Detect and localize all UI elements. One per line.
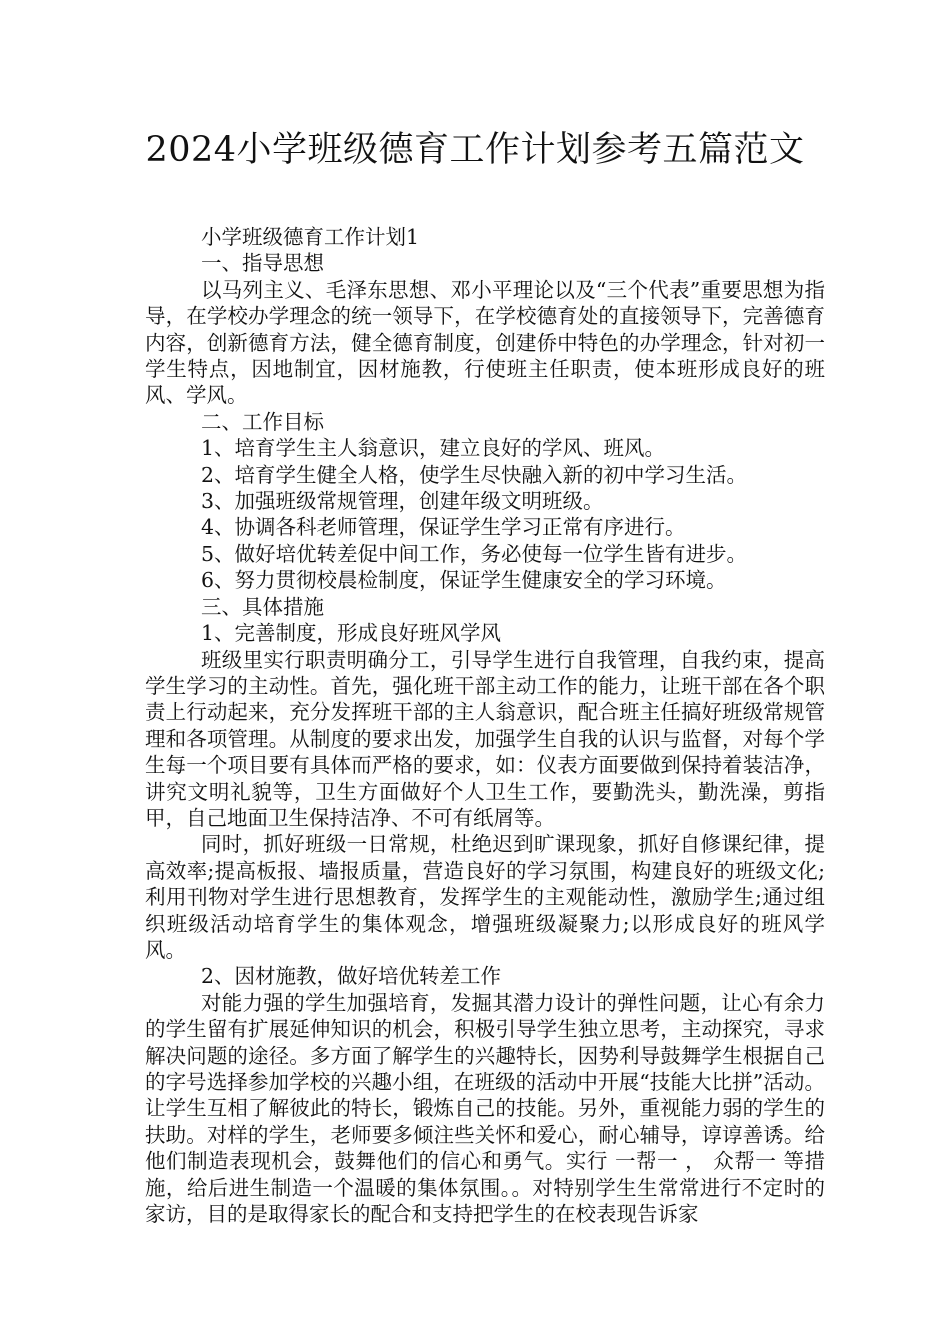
list-item: 5、做好培优转差促中间工作，务必使每一位学生皆有进步。: [201, 541, 748, 566]
subsection-heading: 一、指导思想: [201, 251, 324, 276]
measure-heading: 2、因材施教，做好培优转差工作: [201, 964, 502, 989]
document-title: 2024小学班级德育工作计划参考五篇范文: [145, 130, 805, 170]
body-paragraph: 班级里实行职责明确分工，引导学生进行自我管理，自我约束，提高学生学习的主动性。首先，强化班干部主动工作的能力，让班干部在各个职责上行动起来，充分发挥班干部的主人翁意识，配合班主任搞好班级常规管理和各项管理。从制度的要求出发，加强学生自我的认识与监督，对每个学生每一个项目要有具体而严格的要求，如：仪表方面要做到保持着装洁净，讲究文明礼貌等，卫生方面做好个人卫生工作，要勤洗头，勤洗澡，剪指甲，自己地面卫生保持洁净、不可有纸屑等。: [145, 647, 825, 830]
list-item: 1、培育学生主人翁意识，建立良好的学风、班风。: [201, 436, 666, 461]
list-item: 4、协调各科老师管理，保证学生学习正常有序进行。: [201, 515, 686, 540]
subsection-heading: 二、工作目标: [201, 409, 324, 434]
subsection-heading: 三、具体措施: [201, 594, 324, 619]
section-heading: 小学班级德育工作计划1: [201, 225, 420, 249]
body-paragraph: 以马列主义、毛泽东思想、邓小平理论以及“三个代表”重要思想为指导，在学校办学理念的统一领导下，在学校德育处的直接领导下，完善德育内容，创新德育方法，健全德育制度，创建侨中特色的办学理念，针对初一学生特点，因地制宜，因材施教，行使班主任职责，使本班形成良好的班风、学风。: [145, 277, 825, 408]
body-paragraph: 同时，抓好班级一日常规，杜绝迟到旷课现象，抓好自修课纪律，提高效率;提高板报、墙报质量，营造良好的学习氛围，构建良好的班级文化;利用刊物对学生进行思想教育，发挥学生的主观能动性，激励学生;通过组织班级活动培育学生的集体观念，增强班级凝聚力;以形成良好的班风学风。: [145, 832, 825, 962]
measure-heading: 1、完善制度，形成良好班风学风: [201, 621, 502, 646]
body-paragraph: 对能力强的学生加强培育，发掘其潜力设计的弹性问题，让心有余力的学生留有扩展延伸知识的机会，积极引导学生独立思考，主动探究，寻求解决问题的途径。多方面了解学生的兴趣特长，因势利导鼓舞学生根据自己的字号选择参加学校的兴趣小组，在班级的活动中开展“技能大比拼”活动。让学生互相了解彼此的特长，锻炼自己的技能。另外，重视能力弱的学生的扶助。对样的学生，老师要多倾注些关怀和爱心，耐心辅导，谆谆善诱。给他们制造表现机会，鼓舞他们的信心和勇气。实行 一帮一 ， 众帮一 等措施，给后进生制造一个温暖的集体氛围。。对特别学生生常常进行不定时的家访，目的是取得家长的配合和支持把学生的在校表现告诉家: [145, 990, 825, 1227]
document-body: [145, 224, 825, 1227]
list-item: 6、努力贯彻校晨检制度，保证学生健康安全的学习环境。: [201, 568, 727, 593]
list-item: 3、加强班级常规管理，创建年级文明班级。: [201, 489, 604, 514]
list-item: 2、培育学生健全人格，使学生尽快融入新的初中学习生活。: [201, 462, 748, 487]
